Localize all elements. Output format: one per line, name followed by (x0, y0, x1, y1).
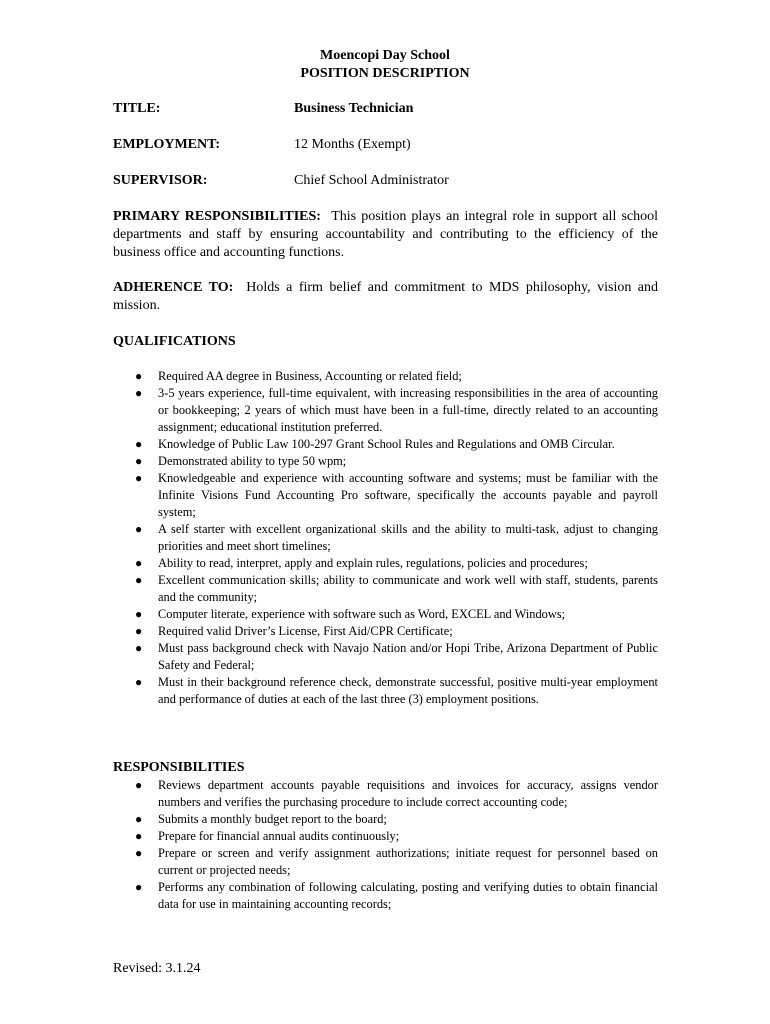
list-item: ● Knowledge of Public Law 100-297 Grant School Rules and Regulations and OMB Circular. (135, 437, 615, 451)
list-item: ● 3-5 years experience, full-time equivalent, with increasing responsibilities in the area of accounting or bookkeeping; 2 years of which must have been in a full-time, directly related to an accounting assignment; educational institution preferred. (135, 386, 658, 434)
adherence-label: ADHERENCE TO: (113, 280, 234, 295)
bullet-icon: ● (135, 386, 143, 400)
bullet-icon: ● (135, 812, 143, 826)
bullet-icon: ● (135, 641, 143, 655)
list-item: ● Demonstrated ability to type 50 wpm; (135, 454, 347, 468)
list-item: ● Prepare or screen and verify assignment authorizations; initiate request for personnel based on current or projected needs; (135, 846, 658, 877)
bullet-icon: ● (135, 471, 143, 485)
primary-responsibilities-text: This position plays an integral role in support all school departments and staff by ensuring accountability and contributing to the efficiency of the business office and accounting functions. (113, 209, 659, 260)
supervisor-label: SUPERVISOR: (113, 173, 208, 188)
school-name: Moencopi Day School (320, 48, 450, 63)
document-type: POSITION DESCRIPTION (300, 66, 470, 81)
adherence-to (113, 279, 658, 315)
qualifications-list (113, 368, 658, 708)
revised-date: Revised: 3.1.24 (113, 961, 201, 976)
primary-responsibilities (113, 208, 658, 262)
bullet-icon: ● (135, 573, 143, 587)
responsibilities-list (113, 777, 658, 913)
bullet-icon: ● (135, 880, 143, 894)
list-item: ● A self starter with excellent organizational skills and the ability to multi-task, adjust to changing priorities and meet short timelines; (135, 522, 658, 553)
qualifications-heading: QUALIFICATIONS (113, 334, 236, 349)
list-item: ● Computer literate, experience with software such as Word, EXCEL and Windows; (135, 607, 566, 621)
title-value: Business Technician (294, 101, 414, 116)
bullet-icon: ● (135, 778, 143, 792)
list-item: ● Prepare for financial annual audits continuously; (135, 829, 400, 843)
list-item: ● Required AA degree in Business, Accounting or related field; (135, 369, 462, 383)
bullet-icon: ● (135, 846, 143, 860)
employment-value: 12 Months (Exempt) (294, 137, 411, 152)
bullet-icon: ● (135, 369, 143, 383)
title-label: TITLE: (113, 101, 161, 116)
bullet-icon: ● (135, 454, 143, 468)
primary-responsibilities-label: PRIMARY RESPONSIBILITIES: (113, 209, 321, 224)
list-item: ● Ability to read, interpret, apply and explain rules, regulations, policies and procedures; (135, 556, 588, 570)
list-item: ● Must in their background reference check, demonstrate successful, positive multi-year employment and performance of duties at each of the last three (3) employment positions. (135, 675, 658, 706)
bullet-icon: ● (135, 522, 143, 536)
supervisor-value: Chief School Administrator (294, 173, 449, 188)
bullet-icon: ● (135, 437, 143, 451)
bullet-icon: ● (135, 675, 143, 689)
list-item: ● Required valid Driver’s License, First Aid/CPR Certificate; (135, 624, 453, 638)
list-item: ● Reviews department accounts payable requisitions and invoices for accuracy, assigns vendor numbers and verifies the purchasing procedure to include correct accounting code; (135, 778, 658, 809)
list-item: ● Knowledgeable and experience with accounting software and systems; must be familiar with the Infinite Visions Fund Accounting Pro software, specifically the accounts payable and payroll system; (135, 471, 658, 519)
bullet-icon: ● (135, 607, 143, 621)
adherence-text: Holds a firm belief and commitment to MDS philosophy, vision and mission. (113, 280, 659, 313)
list-item: ● Submits a monthly budget report to the board; (135, 812, 387, 826)
list-item: ● Excellent communication skills; ability to communicate and work well with staff, students, parents and the community; (135, 573, 658, 604)
bullet-icon: ● (135, 624, 143, 638)
list-item: ● Must pass background check with Navajo Nation and/or Hopi Tribe, Arizona Department of Public Safety and Federal; (135, 641, 658, 672)
responsibilities-heading: RESPONSIBILITIES (113, 760, 245, 775)
employment-label: EMPLOYMENT: (113, 137, 221, 152)
bullet-icon: ● (135, 556, 143, 570)
list-item: ● Performs any combination of following calculating, posting and verifying duties to obtain financial data for use in maintaining accounting records; (135, 880, 658, 911)
bullet-icon: ● (135, 829, 143, 843)
